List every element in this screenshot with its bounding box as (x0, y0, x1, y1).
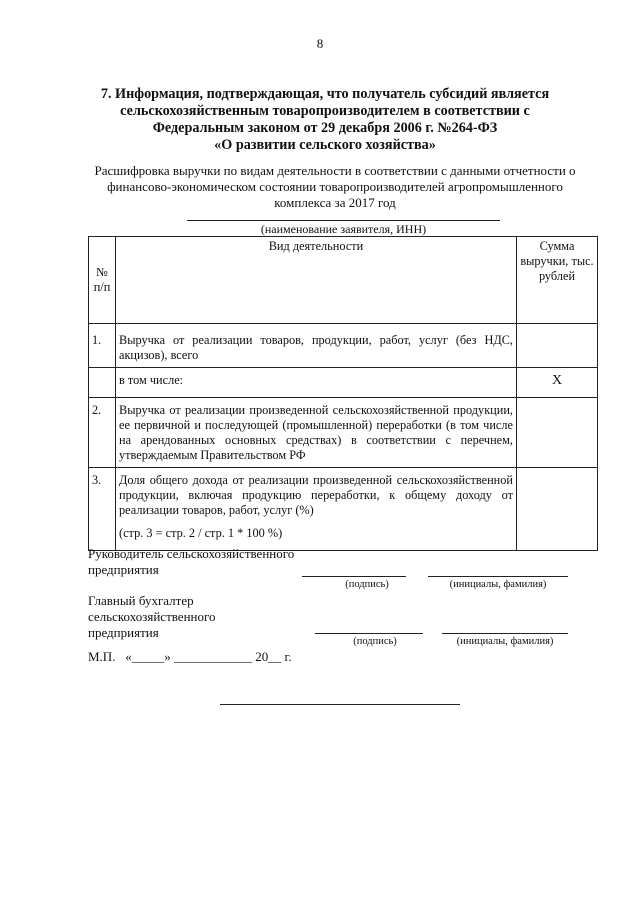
subtitle-line: финансово-экономическом состоянии товаропроизводителей агропромышленного (107, 179, 563, 194)
row-amount-cell[interactable] (517, 468, 598, 551)
row-activity: в том числе: (116, 368, 517, 398)
heading-line: Федеральным законом от 29 декабря 2006 г. №264-ФЗ (152, 120, 498, 136)
head-signature-line[interactable] (302, 576, 406, 577)
row-num (89, 368, 116, 398)
table-row (89, 398, 598, 468)
accountant-signature-caption: (подпись) (353, 636, 397, 647)
stamp-date-line: М.П. «_____» ____________ 20__ г. (88, 649, 292, 664)
header-num: № п/п (89, 237, 116, 324)
heading-line: 7. Информация, подтверждающая, что получатель субсидий является (100, 86, 550, 102)
row-activity: Выручка от реализации товаров, продукции, работ, услуг (без НДС, акцизов), всего (116, 324, 517, 368)
head-initials-line[interactable] (428, 576, 568, 577)
row-activity: Выручка от реализации произведенной сельскохозяйственной продукции, ее первичной и последующей (промышленной) переработки (в том числе на арендованных основных средствах) в соответствии с перечнем, утверждаемым Правительством РФ (116, 398, 517, 468)
row-num: 3. (89, 468, 116, 551)
revenue-table (88, 236, 598, 551)
table-row (89, 368, 598, 398)
document-heading (70, 86, 580, 154)
row-num: 1. (89, 324, 116, 368)
row-activity-cell (116, 468, 517, 551)
accountant-signature-line[interactable] (315, 633, 423, 634)
document-subtitle (90, 163, 580, 211)
table-header-row (89, 237, 598, 324)
accountant-title-line1: Главный бухгалтер (88, 593, 194, 608)
bottom-divider (220, 704, 460, 705)
subtitle-line: Расшифровка выручки по видам деятельности в соответствии с данными отчетности о (94, 163, 576, 178)
applicant-name-line[interactable] (187, 220, 500, 221)
header-amount: Сумма выручки, тыс. рублей (517, 237, 598, 324)
head-title-line1: Руководитель сельскохозяйственного (88, 546, 295, 561)
table-row (89, 468, 598, 551)
table-row (89, 324, 598, 368)
head-signature-caption: (подпись) (345, 579, 389, 590)
accountant-title-line3: предприятия (88, 625, 159, 640)
head-initials-caption: (инициалы, фамилия) (449, 579, 547, 590)
header-activity: Вид деятельности (116, 237, 517, 324)
subtitle-line: комплекса за 2017 год (274, 195, 396, 210)
accountant-title-line2: сельскохозяйственного (88, 609, 216, 624)
heading-line: сельскохозяйственным товаропроизводителем в соответствии с (120, 103, 530, 119)
row-amount-cell[interactable] (517, 398, 598, 468)
row-activity: Доля общего дохода от реализации произведенной сельскохозяйственной продукции, включая продукцию переработки, к общему доходу от реализации товаров, работ, услуг (%) (119, 473, 513, 517)
accountant-initials-caption: (инициалы, фамилия) (456, 636, 554, 647)
row-amount-cell[interactable] (517, 324, 598, 368)
head-title-line2: предприятия (88, 562, 159, 577)
row-amount-cell: Х (517, 368, 598, 398)
row-num: 2. (89, 398, 116, 468)
accountant-initials-line[interactable] (442, 633, 568, 634)
row-formula: (стр. 3 = стр. 2 / стр. 1 * 100 %) (119, 526, 283, 540)
applicant-caption: (наименование заявителя, ИНН) (260, 222, 427, 236)
page-number: 8 (316, 36, 324, 51)
heading-line: «О развитии сельского хозяйства» (214, 137, 436, 153)
